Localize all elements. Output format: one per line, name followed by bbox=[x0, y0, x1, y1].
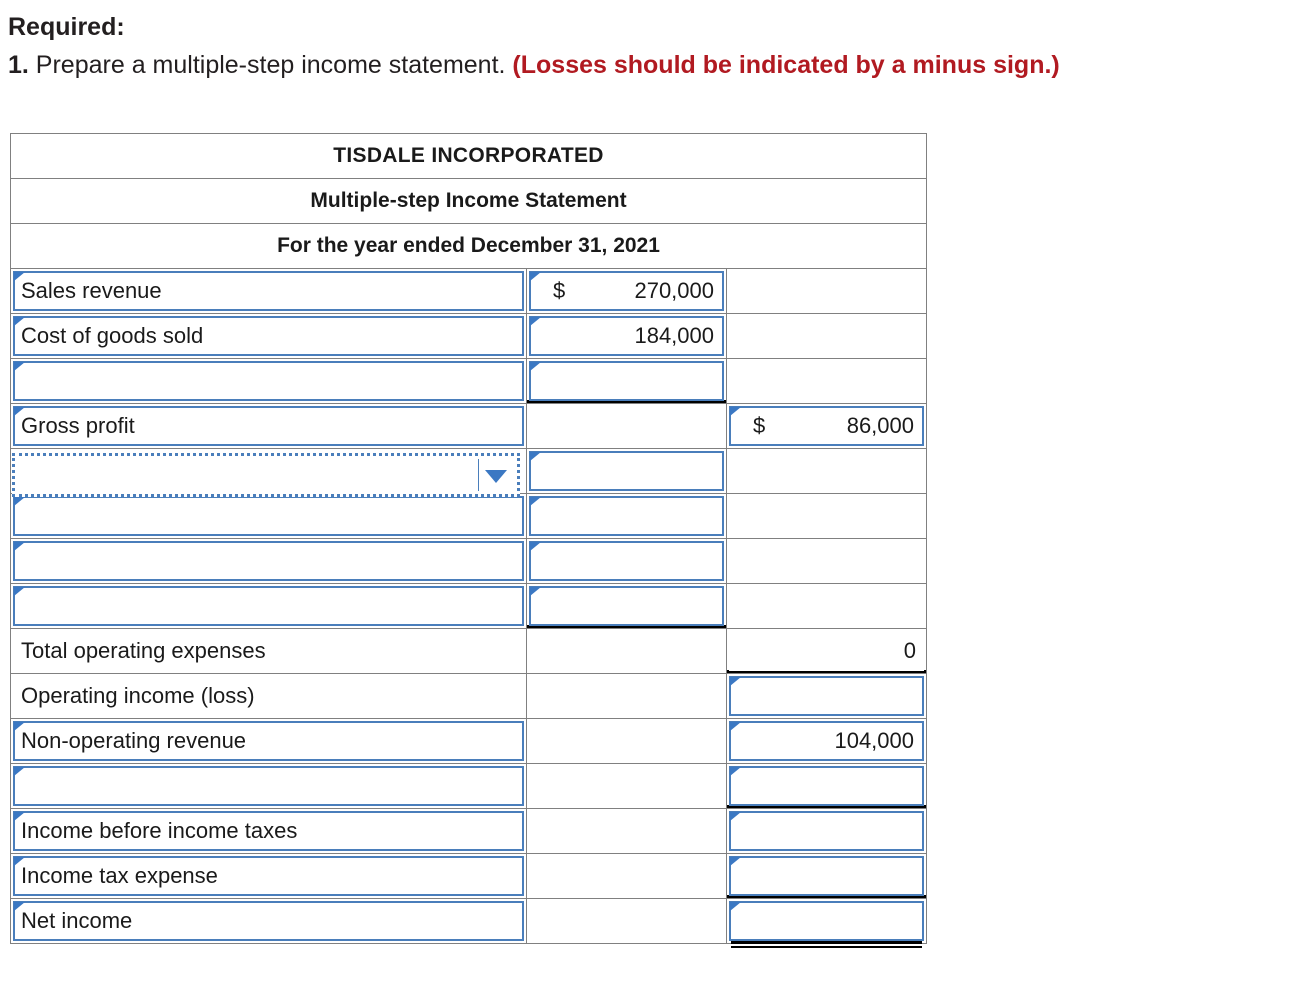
table-row bbox=[11, 854, 927, 899]
row-label-cell[interactable] bbox=[11, 359, 527, 404]
row-subtotal-cell[interactable] bbox=[527, 539, 727, 584]
row-total-cell[interactable] bbox=[727, 809, 927, 854]
row-label-static bbox=[13, 676, 524, 716]
amount-static bbox=[729, 631, 924, 671]
row-label-cell[interactable] bbox=[11, 404, 527, 449]
row-subtotal-cell bbox=[527, 674, 727, 719]
table-row bbox=[11, 674, 927, 719]
statement-period-row bbox=[11, 224, 927, 269]
row-label-text: Gross profit bbox=[21, 413, 135, 438]
row-label-input[interactable] bbox=[13, 766, 524, 806]
row-total-cell[interactable] bbox=[727, 674, 927, 719]
amount-static bbox=[729, 361, 924, 401]
row-label-cell bbox=[11, 674, 527, 719]
row-label-cell[interactable] bbox=[11, 854, 527, 899]
row-total-cell bbox=[727, 449, 927, 494]
amount-input[interactable] bbox=[729, 721, 924, 761]
row-label-input[interactable] bbox=[13, 316, 524, 356]
row-subtotal-cell[interactable] bbox=[527, 269, 727, 314]
table-row bbox=[11, 809, 927, 854]
requirement-note: (Losses should be indicated by a minus sign.) bbox=[512, 51, 1060, 79]
amount-static bbox=[729, 586, 924, 626]
row-subtotal-cell bbox=[527, 899, 727, 944]
amount-input[interactable] bbox=[729, 676, 924, 716]
required-heading bbox=[8, 8, 1288, 46]
amount-static bbox=[529, 406, 724, 446]
row-subtotal-cell bbox=[527, 404, 727, 449]
row-label-input[interactable] bbox=[13, 856, 524, 896]
required-prompt bbox=[8, 8, 1288, 84]
row-label-cell[interactable] bbox=[11, 539, 527, 584]
row-total-cell[interactable] bbox=[727, 404, 927, 449]
row-total-cell[interactable] bbox=[727, 899, 927, 944]
requirement-number: 1. bbox=[8, 51, 29, 79]
amount-static bbox=[729, 316, 924, 356]
amount-input[interactable] bbox=[729, 766, 924, 806]
amount-input[interactable] bbox=[529, 361, 724, 401]
amount-input[interactable] bbox=[729, 406, 924, 446]
row-subtotal-cell[interactable] bbox=[527, 449, 727, 494]
statement-period: For the year ended December 31, 2021 bbox=[11, 224, 927, 269]
row-label-text: Income before income taxes bbox=[21, 818, 298, 843]
amount-text: 104,000 bbox=[834, 728, 914, 753]
amount-input[interactable] bbox=[529, 541, 724, 581]
statement-company: TISDALE INCORPORATED bbox=[11, 134, 927, 179]
amount-static bbox=[729, 271, 924, 311]
table-row bbox=[11, 719, 927, 764]
currency-symbol: $ bbox=[553, 278, 566, 303]
statement-company-row bbox=[11, 134, 927, 179]
row-label-input[interactable] bbox=[13, 406, 524, 446]
row-subtotal-cell[interactable] bbox=[527, 494, 727, 539]
row-subtotal-cell bbox=[527, 809, 727, 854]
statement-title: Multiple-step Income Statement bbox=[11, 179, 927, 224]
amount-static bbox=[529, 811, 724, 851]
amount-static bbox=[529, 901, 724, 941]
row-label-static bbox=[13, 631, 524, 671]
table-row bbox=[11, 539, 927, 584]
row-label-cell[interactable] bbox=[11, 494, 527, 539]
row-total-cell bbox=[727, 539, 927, 584]
row-subtotal-cell[interactable] bbox=[527, 359, 727, 404]
net-income-double-rule bbox=[731, 941, 922, 948]
row-label-input[interactable] bbox=[13, 811, 524, 851]
row-total-cell bbox=[727, 629, 927, 674]
row-label-cell[interactable] bbox=[11, 269, 527, 314]
row-subtotal-cell bbox=[527, 854, 727, 899]
row-label-text: Income tax expense bbox=[21, 863, 218, 888]
row-label-input[interactable] bbox=[13, 721, 524, 761]
amount-text: 270,000 bbox=[634, 278, 714, 303]
amount-static bbox=[529, 856, 724, 896]
table-row bbox=[11, 269, 927, 314]
row-total-cell bbox=[727, 314, 927, 359]
statement-title-row bbox=[11, 179, 927, 224]
row-label-cell bbox=[11, 629, 527, 674]
row-subtotal-cell[interactable] bbox=[527, 584, 727, 629]
row-label-input[interactable] bbox=[13, 901, 524, 941]
required-label: Required: bbox=[8, 13, 125, 41]
row-subtotal-cell[interactable] bbox=[527, 314, 727, 359]
amount-input[interactable] bbox=[529, 316, 724, 356]
table-row bbox=[11, 764, 927, 809]
chevron-down-icon[interactable] bbox=[485, 470, 507, 483]
amount-text: 0 bbox=[903, 638, 916, 663]
row-label-cell[interactable] bbox=[11, 899, 527, 944]
row-label-input[interactable] bbox=[13, 361, 524, 401]
row-label-input[interactable] bbox=[13, 496, 524, 536]
amount-text: 184,000 bbox=[634, 323, 714, 348]
amount-input[interactable] bbox=[529, 496, 724, 536]
row-label-input[interactable] bbox=[13, 586, 524, 626]
amount-static bbox=[729, 451, 924, 491]
requirement-item-1 bbox=[8, 46, 1288, 84]
row-total-cell bbox=[727, 494, 927, 539]
table-row bbox=[11, 899, 927, 944]
table-row bbox=[11, 584, 927, 629]
amount-input[interactable] bbox=[729, 901, 924, 941]
row-label-text: Sales revenue bbox=[21, 278, 162, 303]
row-label-input[interactable] bbox=[13, 271, 524, 311]
income-statement-worksheet bbox=[10, 133, 927, 944]
amount-input[interactable] bbox=[529, 586, 724, 626]
account-select-dropdown[interactable] bbox=[12, 453, 520, 497]
row-subtotal-cell bbox=[527, 719, 727, 764]
row-label-text: Cost of goods sold bbox=[21, 323, 204, 348]
row-total-cell[interactable] bbox=[727, 719, 927, 764]
row-total-cell bbox=[727, 584, 927, 629]
row-total-cell[interactable] bbox=[727, 854, 927, 899]
amount-input[interactable] bbox=[529, 451, 724, 491]
row-label-cell[interactable] bbox=[11, 314, 527, 359]
row-label-cell[interactable] bbox=[11, 719, 527, 764]
row-label-text: Non-operating revenue bbox=[21, 728, 247, 753]
currency-symbol: $ bbox=[753, 413, 766, 438]
table-row bbox=[11, 629, 927, 674]
row-label-text: Operating income (loss) bbox=[21, 683, 255, 708]
amount-input[interactable] bbox=[729, 811, 924, 851]
table-row bbox=[11, 494, 927, 539]
row-subtotal-cell bbox=[527, 764, 727, 809]
amount-input[interactable] bbox=[729, 856, 924, 896]
amount-static bbox=[529, 676, 724, 716]
row-subtotal-cell bbox=[527, 629, 727, 674]
row-label-input[interactable] bbox=[13, 541, 524, 581]
dropdown-separator bbox=[478, 459, 479, 491]
amount-input[interactable] bbox=[529, 271, 724, 311]
row-label-text: Total operating expenses bbox=[21, 638, 266, 663]
row-label-text: Net income bbox=[21, 908, 133, 933]
row-label-cell[interactable] bbox=[11, 809, 527, 854]
row-total-cell[interactable] bbox=[727, 764, 927, 809]
row-total-cell bbox=[727, 269, 927, 314]
table-row bbox=[11, 404, 927, 449]
table-row bbox=[11, 359, 927, 404]
row-label-cell[interactable] bbox=[11, 584, 527, 629]
amount-static bbox=[729, 496, 924, 536]
amount-text: 86,000 bbox=[846, 413, 914, 438]
row-total-cell bbox=[727, 359, 927, 404]
amount-static bbox=[529, 631, 724, 671]
amount-static bbox=[729, 541, 924, 581]
row-label-cell[interactable] bbox=[11, 764, 527, 809]
amount-static bbox=[529, 766, 724, 806]
amount-static bbox=[529, 721, 724, 761]
requirement-text: Prepare a multiple-step income statement. bbox=[28, 51, 513, 79]
table-row bbox=[11, 314, 927, 359]
